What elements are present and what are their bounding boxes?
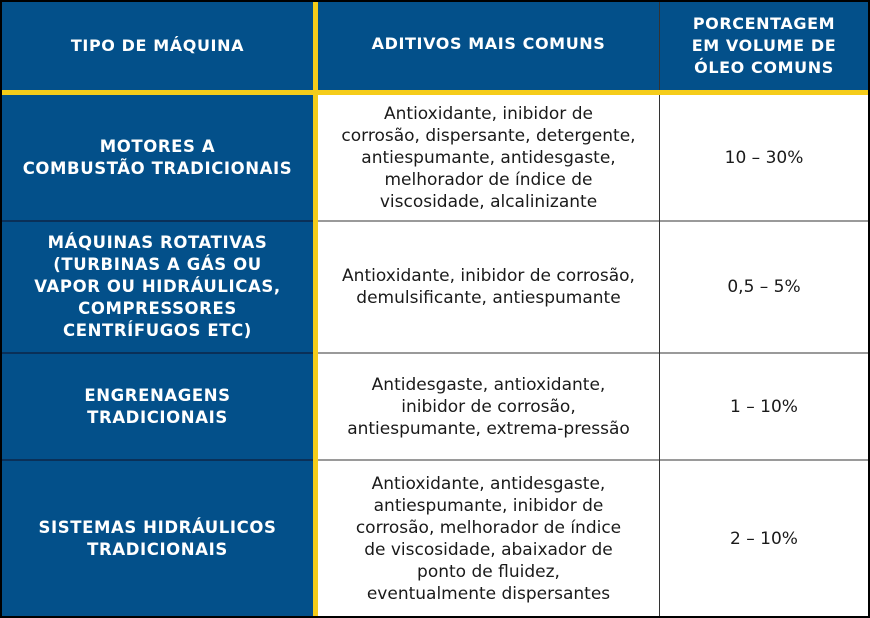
header-label-line: PORCENTAGEM [692,14,836,33]
table-row-1-machine [2,95,313,220]
text-line: MÁQUINAS ROTATIVAS [47,233,268,252]
text-line: demulsificante, antiespumante [356,288,621,308]
text-line: ENGRENAGENS [84,385,231,405]
table-row-2-machine [2,222,313,352]
text-line: inibidor de corrosão, [401,396,576,417]
text-line: TRADICIONAIS [87,539,228,559]
text-line: antiespumante, inibidor de [373,495,604,516]
header-label: TIPO DE MÁQUINA [70,36,245,55]
text-line: melhorador de índice de [384,169,593,190]
table-row-1-percent [660,95,868,220]
header-additives [318,2,659,90]
percent-value: 0,5 – 5% [727,277,801,297]
row-divider [2,220,868,222]
header-percentage [660,2,868,90]
header-label: ADITIVOS MAIS COMUNS [371,34,606,53]
header-machine-type [2,2,313,90]
text-line: COMPRESSORES [78,299,237,318]
text-line: Antioxidante, inibidor de [384,103,593,124]
text-line: de viscosidade, abaixador de [364,539,613,560]
column-divider-yellow [313,2,318,616]
text-line: COMBUSTÃO TRADICIONAIS [22,158,293,178]
table-row-2-additives [318,222,659,352]
text-line: (TURBINAS A GÁS OU [53,255,262,274]
percent-value: 2 – 10% [730,528,798,549]
text-line: antiespumante, extrema-pressão [347,418,630,439]
text-line: CENTRÍFUGOS ETC) [63,321,252,340]
percent-value: 1 – 10% [730,396,798,417]
text-line: Antioxidante, antidesgaste, [371,473,606,494]
header-label-line: EM VOLUME DE [691,36,837,55]
text-line: Antioxidante, inibidor de corrosão, [342,266,635,286]
table-row-4-percent [660,461,868,616]
text-line: ponto de fluidez, [417,561,560,582]
header-label-line: ÓLEO COMUNS [694,58,834,77]
table-row-4-additives [318,461,659,616]
text-line: corrosão, melhorador de índice [355,517,622,538]
table-row-3-additives [318,354,659,459]
text-line: SISTEMAS HIDRÁULICOS [38,517,277,537]
text-line: Antidesgaste, antioxidante, [371,374,606,395]
percent-value: 10 – 30% [724,147,804,168]
row-divider [2,459,868,461]
text-line: corrosão, dispersante, detergente, [341,125,636,146]
table-row-1-additives [318,95,659,220]
text-line: VAPOR OU HIDRÁULICAS, [34,277,281,296]
table-row-2-percent [660,222,868,352]
table-row-3-percent [660,354,868,459]
text-line: TRADICIONAIS [87,407,228,427]
text-line: eventualmente dispersantes [366,583,611,604]
text-line: MOTORES A [99,136,216,156]
text-line: viscosidade, alcalinizante [379,191,598,212]
table-row-3-machine [2,354,313,459]
table-row-4-machine [2,461,313,616]
text-line: antiespumante, antidesgaste, [361,147,616,168]
header-divider-yellow [2,90,868,95]
row-divider [2,352,868,354]
